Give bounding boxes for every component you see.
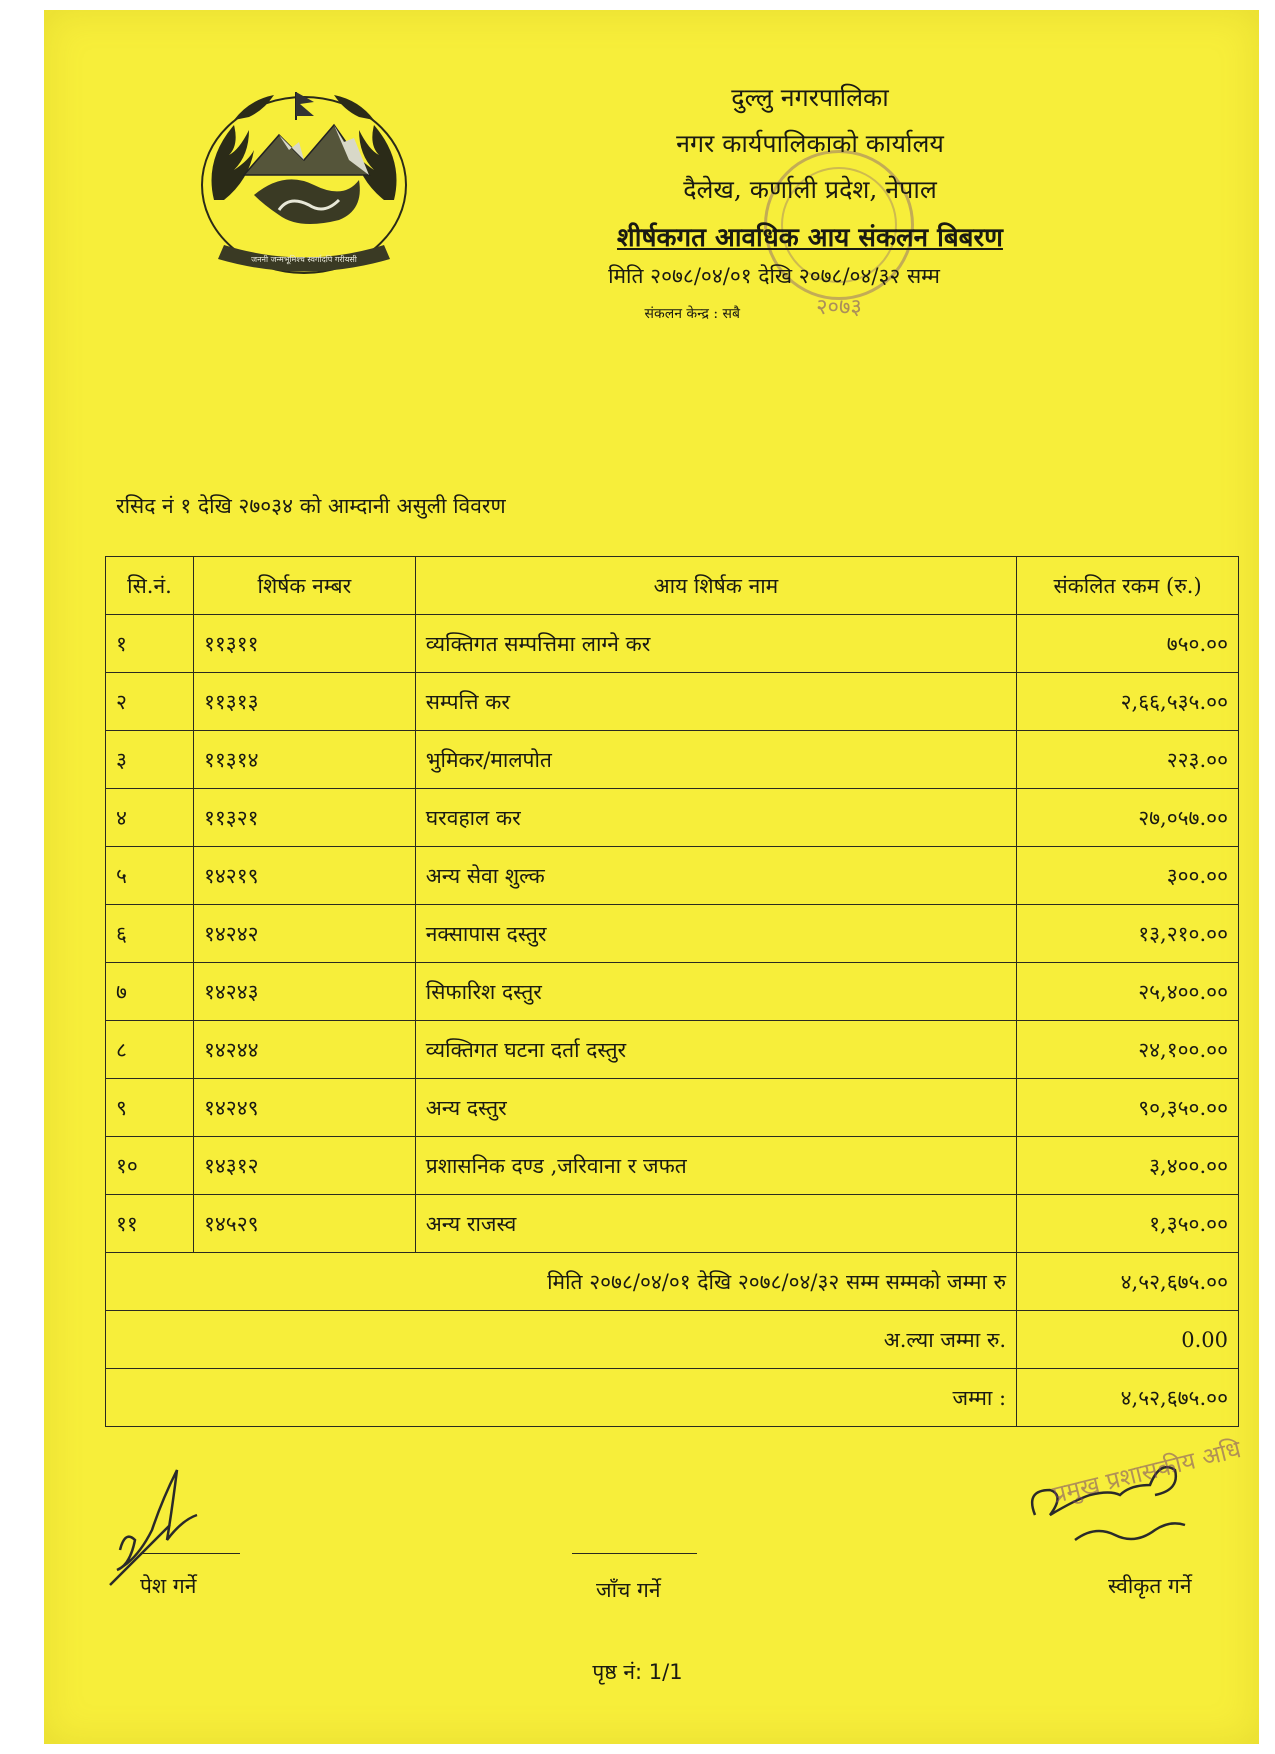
signature-line-checked xyxy=(572,1553,697,1554)
period-total-label: मिति २०७८/०४/०१ देखि २०७८/०४/३२ सम्म सम्मको जम्मा रु xyxy=(106,1253,1017,1311)
row-amount: ९०,३५०.०० xyxy=(1017,1079,1239,1137)
table-row xyxy=(106,1195,1239,1253)
table-row xyxy=(106,1079,1239,1137)
table-row xyxy=(106,905,1239,963)
row-amount: २७,०५७.०० xyxy=(1017,789,1239,847)
table-row xyxy=(106,847,1239,905)
signature-label-approved: स्वीकृत गर्ने xyxy=(1108,1574,1192,1598)
row-code: ११३२१ xyxy=(193,789,415,847)
row-amount: २२३.०० xyxy=(1017,731,1239,789)
row-amount: २५,४००.०० xyxy=(1017,963,1239,1021)
row-amount: ३,४००.०० xyxy=(1017,1137,1239,1195)
row-code: ११३१३ xyxy=(193,673,415,731)
table-row xyxy=(106,789,1239,847)
approval-stamp: प्रमुख प्रशासकीय अधि xyxy=(1049,1435,1244,1509)
grand-total-value: ४,५२,६७५.०० xyxy=(1017,1369,1239,1427)
collection-center: संकलन केन्द्र : सबै xyxy=(644,306,740,322)
report-title: शीर्षकगत आवधिक आय संकलन बिबरण xyxy=(617,223,1003,253)
signature-label-submitted: पेश गर्ने xyxy=(140,1574,197,1598)
row-sn: ९ xyxy=(106,1079,194,1137)
row-name: भुमिकर/मालपोत xyxy=(415,731,1016,789)
row-sn: ६ xyxy=(106,905,194,963)
row-amount: १३,२१०.०० xyxy=(1017,905,1239,963)
grand-total-label: जम्मा : xyxy=(106,1369,1017,1427)
row-code: १४३१२ xyxy=(193,1137,415,1195)
row-code: ११३११ xyxy=(193,615,415,673)
office-address: दैलेख, कर्णाली प्रदेश, नेपाल xyxy=(683,175,937,204)
office-name: नगर कार्यपालिकाको कार्यालय xyxy=(676,129,944,158)
row-amount: २४,१००.०० xyxy=(1017,1021,1239,1079)
seal-year: २०७३ xyxy=(816,295,862,320)
period-total-value: ४,५२,६७५.०० xyxy=(1017,1253,1239,1311)
table-row xyxy=(106,1137,1239,1195)
row-name: सिफारिश दस्तुर xyxy=(415,963,1016,1021)
page-number: पृष्ठ नं: 1/1 xyxy=(592,1660,683,1684)
col-header-amount: संकलित रकम (रु.) xyxy=(1017,557,1239,615)
table-header-row xyxy=(106,557,1239,615)
row-code: १४२४४ xyxy=(193,1021,415,1079)
row-name: व्यक्तिगत सम्पत्तिमा लाग्ने कर xyxy=(415,615,1016,673)
row-code: १४२१९ xyxy=(193,847,415,905)
row-sn: ५ xyxy=(106,847,194,905)
svg-text:जननी जन्मभूमिश्च स्वर्गादपि गर: जननी जन्मभूमिश्च स्वर्गादपि गरीयसी xyxy=(251,255,357,264)
row-name: अन्य सेवा शुल्क xyxy=(415,847,1016,905)
col-header-code: शिर्षक नम्बर xyxy=(193,557,415,615)
revenue-table xyxy=(105,556,1239,1427)
table-row xyxy=(106,615,1239,673)
row-amount: १,३५०.०० xyxy=(1017,1195,1239,1253)
row-sn: १ xyxy=(106,615,194,673)
row-name: घरवहाल कर xyxy=(415,789,1016,847)
carried-total-value: 0.00 xyxy=(1017,1311,1239,1369)
period-total-row xyxy=(106,1253,1239,1311)
row-amount: ७५०.०० xyxy=(1017,615,1239,673)
receipt-summary: रसिद नं १ देखि २७०३४ को आम्दानी असुली विवरण xyxy=(116,494,506,518)
row-sn: ८ xyxy=(106,1021,194,1079)
table-row xyxy=(106,963,1239,1021)
row-code: १४२४३ xyxy=(193,963,415,1021)
row-code: ११३१४ xyxy=(193,731,415,789)
row-name: अन्य राजस्व xyxy=(415,1195,1016,1253)
municipality-name: दुल्लु नगरपालिका xyxy=(731,83,889,112)
row-code: १४२४२ xyxy=(193,905,415,963)
table-row xyxy=(106,1021,1239,1079)
row-name: व्यक्तिगत घटना दर्ता दस्तुर xyxy=(415,1021,1016,1079)
row-sn: ३ xyxy=(106,731,194,789)
row-amount: २,६६,५३५.०० xyxy=(1017,673,1239,731)
carried-total-label: अ.ल्या जम्मा रु. xyxy=(106,1311,1017,1369)
signature-line-submitted xyxy=(140,1553,240,1554)
table-row xyxy=(106,673,1239,731)
grand-total-row xyxy=(106,1369,1239,1427)
row-code: १४५२९ xyxy=(193,1195,415,1253)
row-sn: ४ xyxy=(106,789,194,847)
row-sn: ७ xyxy=(106,963,194,1021)
row-sn: ११ xyxy=(106,1195,194,1253)
row-sn: १० xyxy=(106,1137,194,1195)
row-name: अन्य दस्तुर xyxy=(415,1079,1016,1137)
row-code: १४२४९ xyxy=(193,1079,415,1137)
row-name: नक्सापास दस्तुर xyxy=(415,905,1016,963)
row-sn: २ xyxy=(106,673,194,731)
nepal-emblem-icon xyxy=(184,80,424,280)
row-name: सम्पत्ति कर xyxy=(415,673,1016,731)
col-header-name: आय शिर्षक नाम xyxy=(415,557,1016,615)
row-amount: ३००.०० xyxy=(1017,847,1239,905)
date-range: मिति २०७८/०४/०१ देखि २०७८/०४/३२ सम्म xyxy=(608,264,940,288)
signature-label-checked: जाँच गर्ने xyxy=(596,1578,661,1602)
col-header-sn: सि.नं. xyxy=(106,557,194,615)
table-row xyxy=(106,731,1239,789)
row-name: प्रशासनिक दण्ड ,जरिवाना र जफत xyxy=(415,1137,1016,1195)
carried-total-row xyxy=(106,1311,1239,1369)
